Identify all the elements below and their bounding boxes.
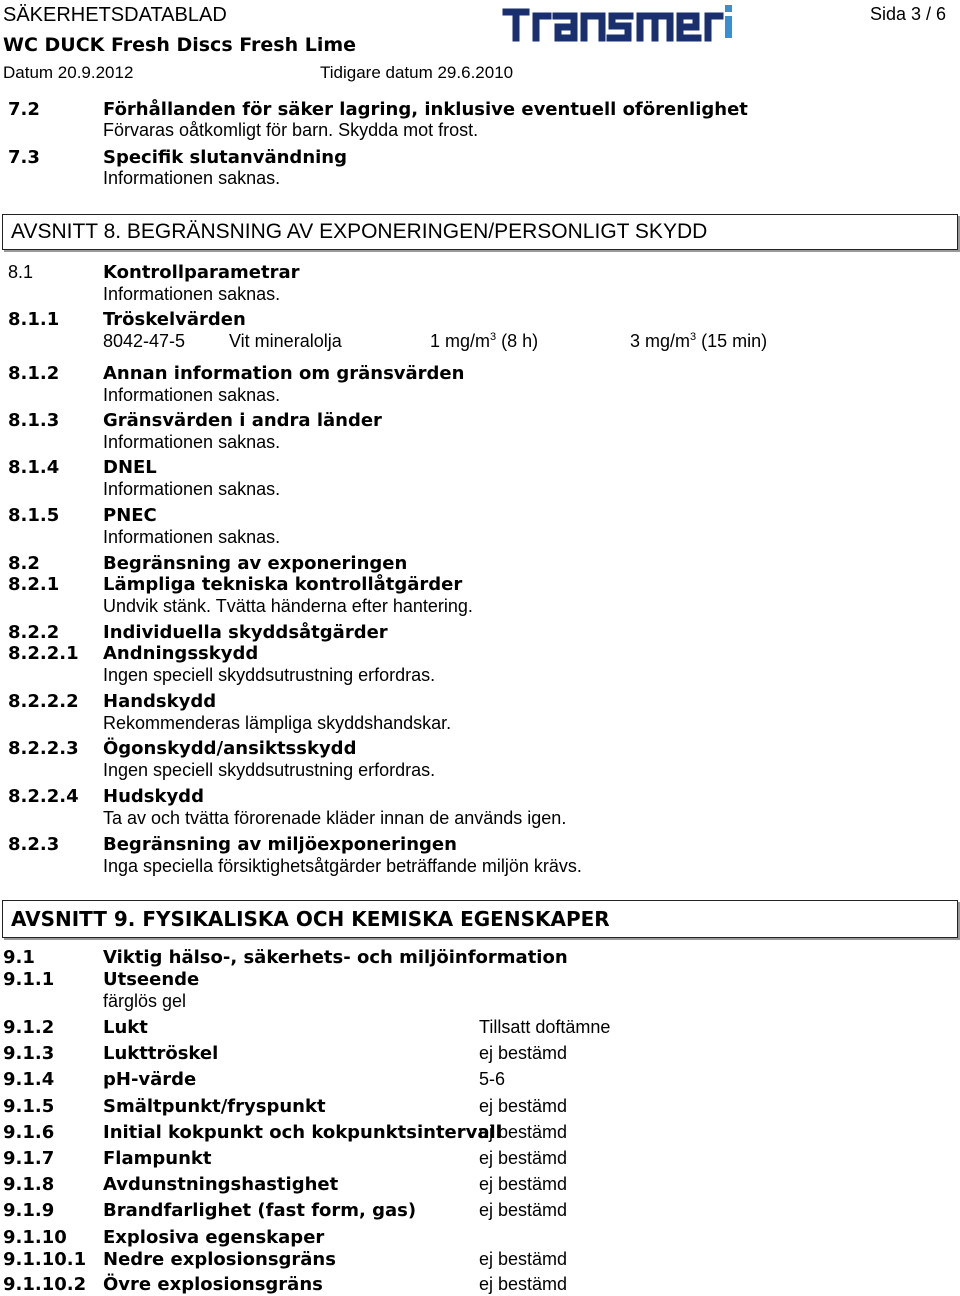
property-label: Lukt [103,1017,148,1038]
property-label: Flampunkt [103,1148,212,1169]
property-number: 9.1.9 [3,1200,55,1221]
section-7-2-text: Förvaras oåtkomligt för barn. Skydda mot frost. [103,120,479,140]
property-label: Initial kokpunkt och kokpunktsintervall [103,1122,502,1143]
section-8-2-2-1-number: 8.2.2.1 [8,643,79,664]
property-number: 9.1.3 [3,1043,55,1064]
property-number: 9.1.8 [3,1174,55,1195]
section-8-1-3-title: Gränsvärden i andra länder [103,410,382,431]
section-8-heading: AVSNITT 8. BEGRÄNSNING AV EXPONERINGEN/PERSONLIGT SKYDD [11,220,708,243]
section-8-1-5-title: PNEC [103,505,157,526]
section-8-2-2-3-text: Ingen speciell skyddsutrustning erfordras. [103,760,436,780]
section-9-1-1-number: 9.1.1 [3,969,55,990]
section-8-2-2-4-number: 8.2.2.4 [8,786,79,807]
section-8-1-3-text: Informationen saknas. [103,432,281,452]
property-value: Tillsatt doftämne [479,1017,611,1037]
section-8-1-4-number: 8.1.4 [8,457,60,478]
section-9-heading-box [2,900,958,938]
property-label: Brandfarlighet (fast form, gas) [103,1200,417,1221]
property-number: 9.1.7 [3,1148,55,1169]
page-number: Sida 3 / 6 [870,4,947,24]
section-8-2-2-2-number: 8.2.2.2 [8,691,79,712]
section-8-2-3-title: Begränsning av miljöexponeringen [103,834,457,855]
section-9-heading: AVSNITT 9. FYSIKALISKA OCH KEMISKA EGENSKAPER [11,907,610,931]
section-8-2-3-text: Inga speciella försiktighetsåtgärder beträffande miljön krävs. [103,856,582,876]
section-9-1-1-text: färglös gel [103,991,187,1011]
section-8-2-2-3-title: Ögonskydd/ansiktsskydd [103,738,357,759]
section-8-2-2-1-title: Andningsskydd [103,643,259,664]
section-8-2-2-1-text: Ingen speciell skyddsutrustning erfordras. [103,665,436,685]
section-8-2-2-2-text: Rekommenderas lämpliga skyddshandskar. [103,713,452,733]
section-8-1-title: Kontrollparametrar [103,262,300,283]
section-8-2-title: Begränsning av exponeringen [103,553,408,574]
threshold-value-15min: 3 $mg/m^3$ (15 min) [630,331,768,351]
property-value: ej bestämd [479,1148,568,1168]
transmeri-logo [500,0,735,44]
section-9-1-10-2-number: 9.1.10.2 [3,1274,87,1295]
section-7-3-number: 7.3 [8,147,40,168]
section-9-1-title: Viktig hälso-, säkerhets- och miljöinformation [103,947,568,968]
section-8-1-text: Informationen saknas. [103,284,281,304]
property-label: Avdunstningshastighet [103,1174,339,1195]
section-8-2-2-2-title: Handskydd [103,691,217,712]
document-date: Datum 20.9.2012 [3,63,134,82]
property-value: ej bestämd [479,1122,568,1142]
section-9-1-10-title: Explosiva egenskaper [103,1227,325,1248]
section-8-2-2-title: Individuella skyddsåtgärder [103,622,388,643]
threshold-substance: Vit mineralolja [229,331,342,351]
section-8-2-1-number: 8.2.1 [8,574,60,595]
transmeri-logo-mark [500,0,735,44]
section-8-heading-box [2,214,958,250]
section-9-1-1-title: Utseende [103,969,200,990]
section-8-2-2-4-title: Hudskydd [103,786,204,807]
property-value: ej bestämd [479,1200,568,1220]
section-8-1-number: 8.1 [8,262,34,282]
section-8-1-3-number: 8.1.3 [8,410,60,431]
section-8-1-2-number: 8.1.2 [8,363,60,384]
threshold-value-8h: 1 $mg/m^3$ (8 h) [430,331,539,351]
section-8-1-1-number: 8.1.1 [8,309,60,330]
section-9-1-10-number: 9.1.10 [3,1227,67,1248]
section-8-1-4-text: Informationen saknas. [103,479,281,499]
section-8-2-2-4-text: Ta av och tvätta förorenade kläder innan de används igen. [103,808,567,828]
section-8-1-2-title: Annan information om gränsvärden [103,363,465,384]
section-8-1-2-text: Informationen saknas. [103,385,281,405]
section-8-2-number: 8.2 [8,553,40,574]
section-9-1-10-1-number: 9.1.10.1 [3,1249,87,1270]
previous-date: Tidigare datum 29.6.2010 [320,63,514,82]
property-number: 9.1.4 [3,1069,55,1090]
section-7-2-number: 7.2 [8,99,40,120]
section-9-1-10-1-value: ej bestämd [479,1249,568,1269]
section-8-1-4-title: DNEL [103,457,157,478]
document-type: SÄKERHETSDATABLAD [3,4,227,26]
section-7-3-title: Specifik slutanvändning [103,147,348,168]
property-label: pH-värde [103,1069,197,1090]
section-8-2-2-3-number: 8.2.2.3 [8,738,79,759]
section-8-1-5-text: Informationen saknas. [103,527,281,547]
property-number: 9.1.5 [3,1096,55,1117]
property-value: ej bestämd [479,1174,568,1194]
section-8-2-1-title: Lämpliga tekniska kontrollåtgärder [103,574,463,595]
section-9-1-10-2-title: Övre explosionsgräns [103,1274,323,1295]
threshold-cas-number: 8042-47-5 [103,331,186,351]
property-number: 9.1.2 [3,1017,55,1038]
section-9-1-number: 9.1 [3,947,35,968]
property-value: ej bestämd [479,1043,568,1063]
section-9-1-10-2-value: ej bestämd [479,1274,568,1294]
section-8-2-1-text: Undvik stänk. Tvätta händerna efter hantering. [103,596,473,616]
property-value: 5-6 [479,1069,506,1089]
section-9-1-10-1-title: Nedre explosionsgräns [103,1249,336,1270]
property-number: 9.1.6 [3,1122,55,1143]
property-label: Lukttröskel [103,1043,219,1064]
section-7-3-text: Informationen saknas. [103,168,281,188]
property-value: ej bestämd [479,1096,568,1116]
section-8-2-2-number: 8.2.2 [8,622,60,643]
section-7-2-title: Förhållanden för säker lagring, inklusive eventuell oförenlighet [103,99,748,120]
product-name: WC DUCK Fresh Discs Fresh Lime [3,34,357,56]
section-8-1-1-title: Tröskelvärden [103,309,246,330]
property-label: Smältpunkt/fryspunkt [103,1096,326,1117]
section-8-1-5-number: 8.1.5 [8,505,60,526]
section-8-2-3-number: 8.2.3 [8,834,60,855]
